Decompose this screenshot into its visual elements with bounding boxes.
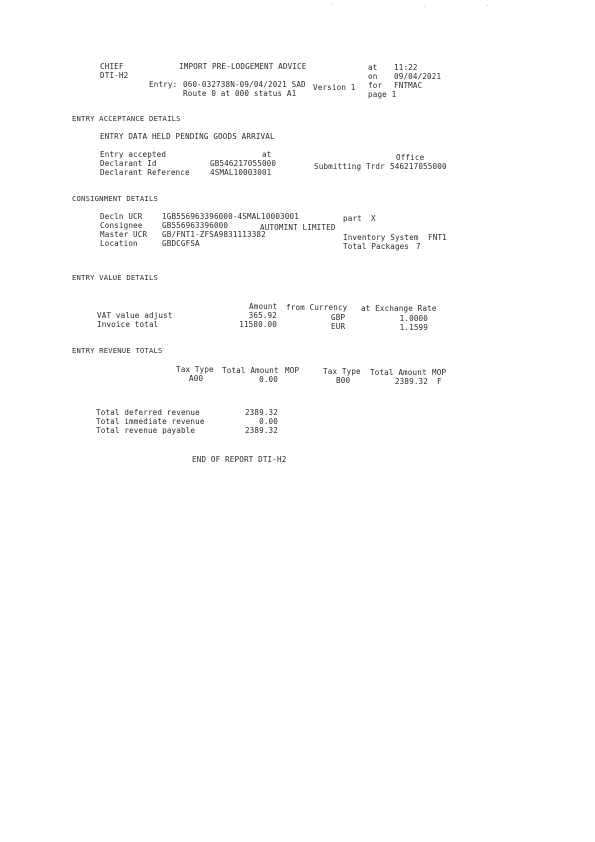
declarant-ref-value: 4SMAL10003001: [210, 168, 272, 177]
value-row-amount: 11580.00: [239, 320, 277, 329]
location-value: GBDCGFSA: [162, 239, 200, 248]
entry-value: 060-032738N-09/04/2021 SAD: [183, 80, 306, 89]
scan-speck: [424, 6, 425, 7]
entry-revenue-heading: ENTRY REVENUE TOTALS: [72, 346, 163, 355]
inventory-system-value: FNT1: [428, 233, 447, 242]
total-row-label: Total deferred revenue: [96, 408, 200, 417]
part-value: X: [371, 214, 376, 223]
date-label: on: [368, 72, 378, 81]
total-row-value: 0.00: [259, 417, 278, 426]
revenue-tax-type: A00: [189, 374, 204, 383]
scan-speck: [331, 4, 332, 5]
version-label: Version 1: [313, 83, 356, 92]
value-row-amount: 365.92: [248, 311, 277, 320]
submitting-trader-label: Submitting Trdr: [314, 162, 385, 171]
time-value: 11:22: [394, 63, 418, 72]
report-title: IMPORT PRE-LODGEMENT ADVICE: [179, 62, 307, 71]
col-mop: MOP: [285, 366, 300, 375]
declarant-id-value: GB546217055000: [210, 159, 277, 168]
consignee-label: Consignee: [100, 221, 143, 230]
col-exchange-rate: at Exchange Rate: [361, 304, 437, 313]
location-label: Location: [100, 239, 138, 248]
total-row-value: 2389.32: [244, 426, 278, 435]
col-mop: MOP: [432, 368, 447, 377]
total-row-label: Total immediate revenue: [96, 417, 205, 426]
value-row-label: Invoice total: [97, 320, 159, 329]
master-ucr-value: GB/FNT1-ZFSA9831113382: [162, 230, 266, 239]
entry-accepted-at-label: at: [262, 150, 272, 159]
report-code-2: DTI-H2: [100, 71, 129, 80]
submitting-trader-value: 546217055000: [390, 162, 447, 171]
decln-ucr-value: 1GB556963396000-4SMAL10003001: [162, 212, 299, 221]
revenue-amount: 2389.32: [394, 377, 428, 386]
scan-speck: [487, 5, 488, 6]
date-value: 09/04/2021: [394, 72, 442, 81]
col-amount: Amount: [249, 302, 278, 311]
col-total-amount: Total Amount: [222, 366, 279, 375]
total-packages-value: 7: [416, 242, 421, 251]
for-value: FNTMAC: [394, 81, 423, 90]
declarant-ref-label: Declarant Reference: [100, 168, 190, 177]
col-tax-type: Tax Type: [176, 365, 214, 374]
time-label: at: [368, 63, 378, 72]
col-from-currency: from Currency: [286, 303, 348, 312]
value-row-currency: GBP: [331, 313, 346, 322]
consignment-heading: CONSIGNMENT DETAILS: [72, 194, 159, 203]
entry-label: Entry:: [149, 80, 178, 89]
total-packages-label: Total Packages: [343, 242, 410, 251]
col-total-amount: Total Amount: [370, 368, 427, 377]
entry-accepted-label: Entry accepted: [100, 150, 167, 159]
part-label: part: [343, 214, 362, 223]
entry-status-text: ENTRY DATA HELD PENDING GOODS ARRIVAL: [100, 132, 275, 141]
decln-ucr-label: Decln UCR: [100, 212, 143, 221]
route-status-line: Route 0 at 000 status A1: [183, 89, 297, 98]
total-row-value: 2389.32: [244, 408, 278, 417]
master-ucr-label: Master UCR: [100, 230, 148, 239]
entry-acceptance-heading: ENTRY ACCEPTANCE DETAILS: [72, 114, 181, 123]
page-number: page 1: [368, 90, 397, 99]
end-of-report: END OF REPORT DTI-H2: [192, 455, 287, 464]
revenue-mop: F: [437, 377, 442, 386]
inventory-system-label: Inventory System: [343, 233, 419, 242]
col-tax-type: Tax Type: [323, 367, 361, 376]
value-row-rate: 1.1599: [399, 323, 428, 332]
report-code-1: CHIEF: [100, 62, 124, 71]
revenue-tax-type: B00: [336, 376, 351, 385]
total-row-label: Total revenue payable: [96, 426, 196, 435]
for-label: for: [368, 81, 383, 90]
consignee-value: GB556963396000: [162, 221, 229, 230]
value-row-rate: 1.0000: [399, 314, 428, 323]
value-row-label: VAT value adjust: [97, 311, 173, 320]
declarant-id-label: Declarant Id: [100, 159, 157, 168]
value-row-currency: EUR: [331, 322, 346, 331]
revenue-amount: 0.00: [259, 375, 278, 384]
consignee-name: AUTOMINT LIMITED: [260, 223, 336, 232]
entry-value-heading: ENTRY VALUE DETAILS: [72, 273, 159, 282]
office-label: Office: [396, 153, 425, 162]
